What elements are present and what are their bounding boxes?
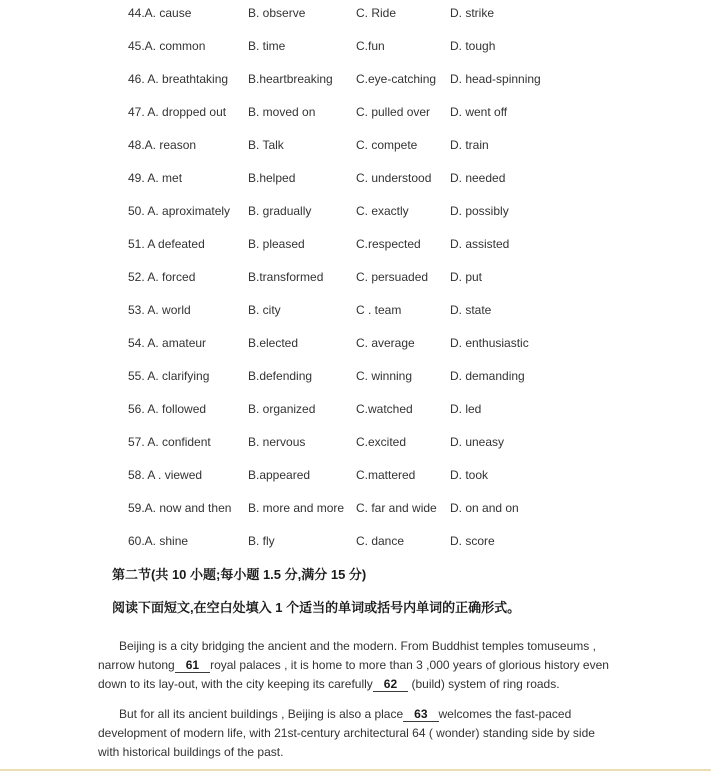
option-c: C. winning xyxy=(356,369,413,383)
option-d: D. score xyxy=(450,534,495,548)
option-a: 50. A. aproximately xyxy=(128,204,231,218)
option-b: B.appeared xyxy=(248,468,311,482)
option-a: 52. A. forced xyxy=(128,270,196,284)
option-b: B. moved on xyxy=(248,105,316,119)
option-a: 56. A. followed xyxy=(128,402,207,416)
option-c: C. pulled over xyxy=(356,105,431,119)
option-c: C. exactly xyxy=(356,204,409,218)
option-a: 54. A. amateur xyxy=(128,336,207,350)
option-d: D. uneasy xyxy=(450,435,505,449)
question-row xyxy=(128,533,711,549)
option-c: C.eye-catching xyxy=(356,72,437,86)
option-a: 49. A. met xyxy=(128,171,183,185)
option-d: D. assisted xyxy=(450,237,510,251)
section-two-heading: 第二节(共 10 小题;每小题 1.5 分,满分 15 分) xyxy=(112,567,367,582)
blank-63: 63 xyxy=(403,707,438,722)
option-c: C. far and wide xyxy=(356,501,437,515)
option-c: C . team xyxy=(356,303,402,317)
option-b: B.heartbreaking xyxy=(248,72,333,86)
question-row xyxy=(128,104,711,120)
paragraph1-text-3: (build) system of ring roads. xyxy=(408,677,560,691)
cloze-passage xyxy=(98,637,613,762)
option-d: D. put xyxy=(450,270,483,284)
question-row xyxy=(128,38,711,54)
option-b: B. observe xyxy=(248,6,306,20)
option-c: C.mattered xyxy=(356,468,416,482)
question-row xyxy=(128,368,711,384)
option-d: D. tough xyxy=(450,39,496,53)
question-row xyxy=(128,203,711,219)
question-row xyxy=(128,269,711,285)
option-d: D. possibly xyxy=(450,204,509,218)
option-b: B. fly xyxy=(248,534,275,548)
option-b: B. organized xyxy=(248,402,316,416)
paragraph2-text-2: welcomes the fast-paced development of modern life, with 21st-century architectural 64 ( wonder) standing side by side with historical buildings of the past. xyxy=(98,707,595,759)
option-c: C. persuaded xyxy=(356,270,429,284)
option-a: 53. A. world xyxy=(128,303,191,317)
option-a: 48.A. reason xyxy=(128,138,197,152)
question-row xyxy=(128,170,711,186)
blank-62: 62 xyxy=(373,677,408,692)
option-b: B.helped xyxy=(248,171,296,185)
option-d: D. needed xyxy=(450,171,506,185)
option-d: D. led xyxy=(450,402,482,416)
option-d: D. went off xyxy=(450,105,508,119)
question-row xyxy=(128,335,711,351)
option-c: C.watched xyxy=(356,402,413,416)
option-d: D. enthusiastic xyxy=(450,336,529,350)
question-list xyxy=(128,5,711,549)
question-row xyxy=(128,467,711,483)
option-b: B. Talk xyxy=(248,138,284,152)
question-row xyxy=(128,137,711,153)
option-a: 59.A. now and then xyxy=(128,501,232,515)
option-a: 51. A defeated xyxy=(128,237,205,251)
option-d: D. train xyxy=(450,138,489,152)
paragraph1-text-2: royal palaces , it is home to more than 3 ,000 years of glorious history even down to its lay-out, with the city keeping its carefully xyxy=(98,658,609,691)
passage-paragraph-1 xyxy=(98,637,613,694)
question-row xyxy=(128,5,711,21)
option-c: C.excited xyxy=(356,435,407,449)
question-row xyxy=(128,302,711,318)
section-two-instruction: 阅读下面短文,在空白处填入 1 个适当的单词或括号内单词的正确形式。 xyxy=(112,600,521,615)
option-c: C.respected xyxy=(356,237,421,251)
option-d: D. took xyxy=(450,468,489,482)
passage-paragraph-2 xyxy=(98,705,613,762)
option-d: D. strike xyxy=(450,6,495,20)
option-c: C.fun xyxy=(356,39,385,53)
option-c: C. understood xyxy=(356,171,432,185)
option-b: B. gradually xyxy=(248,204,312,218)
paragraph1-text-1: Beijing is a city bridging the ancient and the modern. From Buddhist temples tomuseums , narrow hutong xyxy=(98,639,596,672)
question-row xyxy=(128,71,711,87)
option-a: 55. A. clarifying xyxy=(128,369,210,383)
option-c: C. dance xyxy=(356,534,405,548)
option-b: B. city xyxy=(248,303,281,317)
option-a: 44.A. cause xyxy=(128,6,192,20)
option-b: B.elected xyxy=(248,336,299,350)
option-a: 58. A . viewed xyxy=(128,468,203,482)
option-a: 45.A. common xyxy=(128,39,206,53)
question-row xyxy=(128,401,711,417)
option-b: B. time xyxy=(248,39,286,53)
option-d: D. on and on xyxy=(450,501,519,515)
option-b: B. more and more xyxy=(248,501,345,515)
blank-61: 61 xyxy=(175,658,210,673)
option-b: B. nervous xyxy=(248,435,306,449)
option-c: C. Ride xyxy=(356,6,397,20)
option-b: B.transformed xyxy=(248,270,324,284)
option-a: 57. A. confident xyxy=(128,435,211,449)
question-row xyxy=(128,236,711,252)
option-c: C. average xyxy=(356,336,415,350)
option-d: D. head-spinning xyxy=(450,72,541,86)
option-c: C. compete xyxy=(356,138,418,152)
option-a: 60.A. shine xyxy=(128,534,189,548)
question-row xyxy=(128,500,711,516)
paragraph2-text-1: But for all its ancient buildings , Beijing is also a place xyxy=(119,707,404,721)
option-a: 46. A. breathtaking xyxy=(128,72,229,86)
option-a: 47. A. dropped out xyxy=(128,105,227,119)
option-b: B. pleased xyxy=(248,237,305,251)
option-b: B.defending xyxy=(248,369,313,383)
question-row xyxy=(128,434,711,450)
option-d: D. state xyxy=(450,303,492,317)
option-d: D. demanding xyxy=(450,369,525,383)
